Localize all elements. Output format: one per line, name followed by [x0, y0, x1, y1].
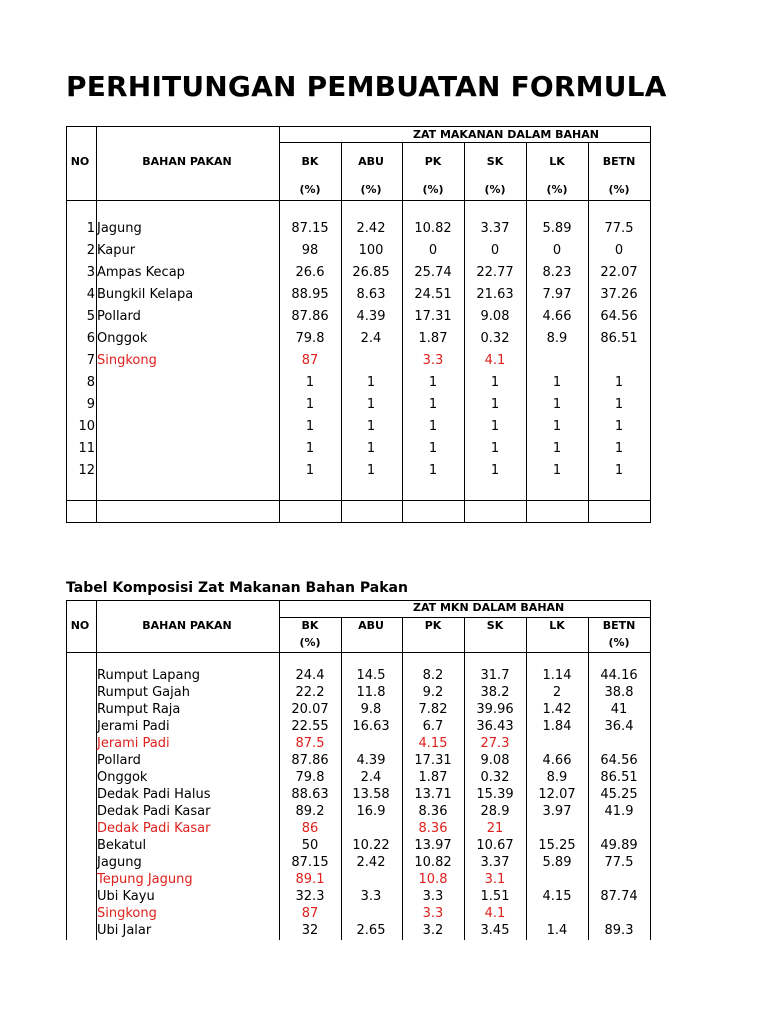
table2-cell-abu: 13.58	[352, 787, 390, 802]
table1-cell-pk: 1	[428, 375, 438, 390]
table1-cell-abu: 1	[366, 441, 376, 456]
table1-unit: (%)	[422, 183, 444, 196]
table1-header-bk: BK	[301, 155, 319, 168]
table1-cell-pk: 1.87	[418, 331, 448, 346]
table2-cell-pk: 3.3	[422, 889, 444, 904]
table2-header-bahan: BAHAN PAKAN	[142, 619, 232, 632]
table2-cell-pk: 9.2	[422, 685, 444, 700]
table1-row-no: 6	[86, 331, 95, 346]
table2-header-sk: SK	[486, 619, 504, 632]
table1-cell-sk: 0.32	[480, 331, 510, 346]
table2-cell-lk: 8.9	[546, 770, 568, 785]
table2-cell-sk: 38.2	[480, 685, 510, 700]
table1-cell-sk: 1	[490, 441, 500, 456]
table2-cell-sk: 9.08	[480, 753, 510, 768]
table1-cell-lk: 1	[552, 441, 562, 456]
table1-row-no: 12	[78, 463, 95, 478]
table1-header-sk: SK	[486, 155, 504, 168]
table2-cell-pk: 3.3	[422, 906, 444, 921]
table1-row-no: 11	[78, 441, 95, 456]
table2-cell-pk: 3.2	[422, 923, 444, 938]
table1-cell-lk: 8.23	[542, 265, 572, 280]
table2-row-name: Singkong	[97, 906, 157, 921]
table1-cell-betn: 37.26	[600, 287, 638, 302]
table2-row-name: Jerami Padi	[97, 736, 170, 751]
table1-row-no: 2	[86, 243, 95, 258]
table1-cell-lk: 4.66	[542, 309, 572, 324]
table1-cell-bk: 87.15	[291, 221, 329, 236]
table2-cell-bk: 24.4	[295, 668, 325, 683]
table2-cell-sk: 3.45	[480, 923, 510, 938]
table1-row-name: Onggok	[97, 331, 148, 346]
table2-cell-lk: 15.25	[538, 838, 576, 853]
table2-row-name: Dedak Padi Kasar	[97, 804, 211, 819]
table1-cell-abu: 1	[366, 463, 376, 478]
table2-row-name: Dedak Padi Kasar	[97, 821, 211, 836]
table1-header-abu: ABU	[358, 155, 384, 168]
table1-cell-bk: 1	[305, 419, 315, 434]
table1-cell-abu: 1	[366, 375, 376, 390]
table2-cell-sk: 4.1	[484, 906, 506, 921]
table1-top-rule	[66, 126, 651, 127]
table2-cell-bk: 22.2	[295, 685, 325, 700]
table2-cell-abu: 4.39	[356, 753, 386, 768]
table1-row-name: Kapur	[97, 243, 136, 258]
table2-cell-lk: 3.97	[542, 804, 572, 819]
table1-cell-betn: 64.56	[600, 309, 638, 324]
table2-cell-betn: 86.51	[600, 770, 638, 785]
table2-cell-bk: 87	[301, 906, 319, 921]
table1-cell-bk: 87	[301, 353, 319, 368]
table2-row-name: Rumput Gajah	[97, 685, 190, 700]
table2-cell-sk: 36.43	[476, 719, 514, 734]
table1-header-betn: BETN	[602, 155, 636, 168]
table1-cell-abu: 1	[366, 397, 376, 412]
table2-cell-abu: 16.9	[356, 804, 386, 819]
table1-cell-pk: 3.3	[422, 353, 444, 368]
table2-header-no: NO	[70, 619, 90, 632]
table2-cell-betn: 77.5	[604, 855, 634, 870]
table2-cell-pk: 7.82	[418, 702, 448, 717]
table2-cell-bk: 50	[301, 838, 319, 853]
table1-cell-bk: 79.8	[295, 331, 325, 346]
table1-row-name: Jagung	[97, 221, 142, 236]
table1-cell-sk: 1	[490, 397, 500, 412]
table2-cell-lk: 1.14	[542, 668, 572, 683]
table1-cell-pk: 24.51	[414, 287, 452, 302]
table2-cell-bk: 87.5	[295, 736, 325, 751]
table2-cell-bk: 88.63	[291, 787, 329, 802]
table2-cell-pk: 17.31	[414, 753, 452, 768]
table1-row-name: Pollard	[97, 309, 141, 324]
table2-cell-betn: 36.4	[604, 719, 634, 734]
table1-row-no: 4	[86, 287, 95, 302]
table2-cell-lk: 1.4	[546, 923, 568, 938]
table2-row-name: Ubi Jalar	[97, 923, 152, 938]
table1-cell-bk: 1	[305, 375, 315, 390]
table2-cell-betn: 87.74	[600, 889, 638, 904]
table1-header-no: NO	[70, 155, 90, 168]
table1-cell-lk: 7.97	[542, 287, 572, 302]
table1-cell-abu: 8.63	[356, 287, 386, 302]
table2-header-bk: BK	[301, 619, 319, 632]
table2-cell-lk: 1.42	[542, 702, 572, 717]
table2-cell-lk: 12.07	[538, 787, 576, 802]
table2-cell-sk: 39.96	[476, 702, 514, 717]
table2-cell-sk: 3.37	[480, 855, 510, 870]
table2-cell-abu: 9.8	[360, 702, 382, 717]
table2-header-betn: BETN	[602, 619, 636, 632]
table2-cell-lk: 2	[552, 685, 562, 700]
table2-cell-bk: 79.8	[295, 770, 325, 785]
table2-header-abu: ABU	[358, 619, 384, 632]
table1-header-lk: LK	[549, 155, 565, 168]
table2-cell-pk: 10.82	[414, 855, 452, 870]
table1-header-pk: PK	[424, 155, 442, 168]
table1-cell-sk: 1	[490, 419, 500, 434]
table2-cell-sk: 3.1	[484, 872, 506, 887]
table2-cell-sk: 0.32	[480, 770, 510, 785]
table1-unit: (%)	[484, 183, 506, 196]
table2-header-rule	[66, 652, 651, 653]
table1-cell-lk: 1	[552, 419, 562, 434]
table2-cell-bk: 20.07	[291, 702, 329, 717]
table1-row-no: 3	[86, 265, 95, 280]
table1-group-header: ZAT MAKANAN DALAM BAHAN	[413, 128, 599, 141]
table2-cell-bk: 32.3	[295, 889, 325, 904]
table2-cell-abu: 3.3	[360, 889, 382, 904]
table1-row-no: 9	[86, 397, 95, 412]
table2-group-header: ZAT MKN DALAM BAHAN	[413, 601, 565, 614]
table2-cell-abu: 11.8	[356, 685, 386, 700]
table1-cell-pk: 0	[428, 243, 438, 258]
table2-cell-sk: 1.51	[480, 889, 510, 904]
table1-cell-sk: 22.77	[476, 265, 514, 280]
table1-cell-pk: 10.82	[414, 221, 452, 236]
table2-col-rule	[66, 600, 67, 940]
table1-cell-sk: 4.1	[484, 353, 506, 368]
table1-unit: (%)	[299, 183, 321, 196]
table1-unit: (%)	[608, 183, 630, 196]
table1-row-no: 5	[86, 309, 95, 324]
table2-row-name: Ubi Kayu	[97, 889, 155, 904]
page-title: PERHITUNGAN PEMBUATAN FORMULA	[66, 70, 667, 103]
table1-cell-sk: 9.08	[480, 309, 510, 324]
table1-cell-sk: 1	[490, 375, 500, 390]
table1-cell-bk: 1	[305, 463, 315, 478]
table1-cell-lk: 1	[552, 375, 562, 390]
table1-cell-betn: 1	[614, 375, 624, 390]
table2-cell-abu: 2.42	[356, 855, 386, 870]
table2-cell-abu: 16.63	[352, 719, 390, 734]
table2-cell-lk: 1.84	[542, 719, 572, 734]
table2-cell-pk: 8.2	[422, 668, 444, 683]
table2-cell-lk: 4.15	[542, 889, 572, 904]
table1-row-name: Singkong	[97, 353, 157, 368]
table2-cell-bk: 89.1	[295, 872, 325, 887]
table2-caption: Tabel Komposisi Zat Makanan Bahan Pakan	[66, 580, 408, 596]
table1-header-rule	[66, 200, 651, 201]
table1-bottom-rule	[66, 522, 651, 523]
table1-cell-bk: 98	[301, 243, 319, 258]
table2-cell-bk: 22.55	[291, 719, 329, 734]
table1-row-no: 10	[78, 419, 95, 434]
table1-row-name: Ampas Kecap	[97, 265, 185, 280]
table1-cell-abu: 100	[358, 243, 384, 258]
table2-cell-sk: 21	[486, 821, 504, 836]
table1-cell-betn: 1	[614, 441, 624, 456]
table2-cell-lk: 5.89	[542, 855, 572, 870]
table1-cell-pk: 1	[428, 441, 438, 456]
table2-cell-pk: 10.8	[418, 872, 448, 887]
table1-cell-bk: 87.86	[291, 309, 329, 324]
table2-cell-bk: 32	[301, 923, 319, 938]
table2-cell-pk: 6.7	[422, 719, 444, 734]
table2-cell-sk: 27.3	[480, 736, 510, 751]
table2-row-name: Jerami Padi	[97, 719, 170, 734]
table1-cell-pk: 17.31	[414, 309, 452, 324]
table2-cell-bk: 87.15	[291, 855, 329, 870]
table1-cell-betn: 1	[614, 419, 624, 434]
table2-cell-sk: 28.9	[480, 804, 510, 819]
table2-cell-pk: 1.87	[418, 770, 448, 785]
table1-cell-pk: 1	[428, 397, 438, 412]
table2-cell-pk: 8.36	[418, 804, 448, 819]
table1-cell-lk: 5.89	[542, 221, 572, 236]
table2-row-name: Pollard	[97, 753, 141, 768]
table2-cell-pk: 13.71	[414, 787, 452, 802]
table1-cell-bk: 1	[305, 397, 315, 412]
table1-cell-bk: 26.6	[295, 265, 325, 280]
table2-cell-betn: 41	[610, 702, 628, 717]
table1-unit: (%)	[360, 183, 382, 196]
table1-header-bahan: BAHAN PAKAN	[142, 155, 232, 168]
table1-cell-betn: 86.51	[600, 331, 638, 346]
table2-row-name: Jagung	[97, 855, 142, 870]
table2-cell-betn: 41.9	[604, 804, 634, 819]
table2-row-name: Dedak Padi Halus	[97, 787, 211, 802]
table1-cell-bk: 1	[305, 441, 315, 456]
table1-cell-abu: 26.85	[352, 265, 390, 280]
table2-cell-abu: 2.65	[356, 923, 386, 938]
table1-cell-bk: 88.95	[291, 287, 329, 302]
table1-cell-pk: 25.74	[414, 265, 452, 280]
table2-header-lk: LK	[549, 619, 565, 632]
table2-row-name: Rumput Raja	[97, 702, 181, 717]
table2-cell-sk: 15.39	[476, 787, 514, 802]
table2-cell-pk: 8.36	[418, 821, 448, 836]
table2-cell-bk: 86	[301, 821, 319, 836]
table1-cell-abu: 4.39	[356, 309, 386, 324]
table2-cell-lk: 4.66	[542, 753, 572, 768]
table2-cell-abu: 10.22	[352, 838, 390, 853]
table1-cell-abu: 2.42	[356, 221, 386, 236]
table2-cell-betn: 89.3	[604, 923, 634, 938]
table2-header-pk: PK	[424, 619, 442, 632]
table2-cell-bk: 87.86	[291, 753, 329, 768]
table1-row-no: 1	[86, 221, 95, 236]
table1-cell-sk: 21.63	[476, 287, 514, 302]
table2-cell-betn: 38.8	[604, 685, 634, 700]
table1-cell-abu: 1	[366, 419, 376, 434]
table1-cell-abu: 2.4	[360, 331, 382, 346]
table2-cell-betn: 45.25	[600, 787, 638, 802]
table2-row-name: Rumput Lapang	[97, 668, 200, 683]
table1-cell-betn: 1	[614, 463, 624, 478]
table2-cell-pk: 13.97	[414, 838, 452, 853]
table1-cell-lk: 8.9	[546, 331, 568, 346]
table1-cell-betn: 77.5	[604, 221, 634, 236]
table1-cell-lk: 0	[552, 243, 562, 258]
table2-cell-betn: 44.16	[600, 668, 638, 683]
table1-cell-betn: 0	[614, 243, 624, 258]
table2-cell-bk: 89.2	[295, 804, 325, 819]
table2-cell-betn: 64.56	[600, 753, 638, 768]
table1-unit: (%)	[546, 183, 568, 196]
table2-unit: (%)	[608, 636, 630, 649]
table1-cell-sk: 0	[490, 243, 500, 258]
table1-cell-betn: 1	[614, 397, 624, 412]
table2-row-name: Onggok	[97, 770, 148, 785]
table1-cell-betn: 22.07	[600, 265, 638, 280]
table1-row-no: 8	[86, 375, 95, 390]
table2-cell-betn: 49.89	[600, 838, 638, 853]
table1-cell-pk: 1	[428, 419, 438, 434]
table1-cell-sk: 3.37	[480, 221, 510, 236]
table1-footer-rule	[66, 500, 651, 501]
table1-cell-lk: 1	[552, 463, 562, 478]
table2-cell-pk: 4.15	[418, 736, 448, 751]
table1-row-name: Bungkil Kelapa	[97, 287, 194, 302]
table2-cell-abu: 2.4	[360, 770, 382, 785]
table2-cell-sk: 10.67	[476, 838, 514, 853]
table1-cell-sk: 1	[490, 463, 500, 478]
table2-unit: (%)	[299, 636, 321, 649]
table2-cell-sk: 31.7	[480, 668, 510, 683]
table2-cell-abu: 14.5	[356, 668, 386, 683]
table2-row-name: Tepung Jagung	[97, 872, 193, 887]
table1-cell-lk: 1	[552, 397, 562, 412]
table2-row-name: Bekatul	[97, 838, 147, 853]
table1-row-no: 7	[86, 353, 95, 368]
table1-cell-pk: 1	[428, 463, 438, 478]
